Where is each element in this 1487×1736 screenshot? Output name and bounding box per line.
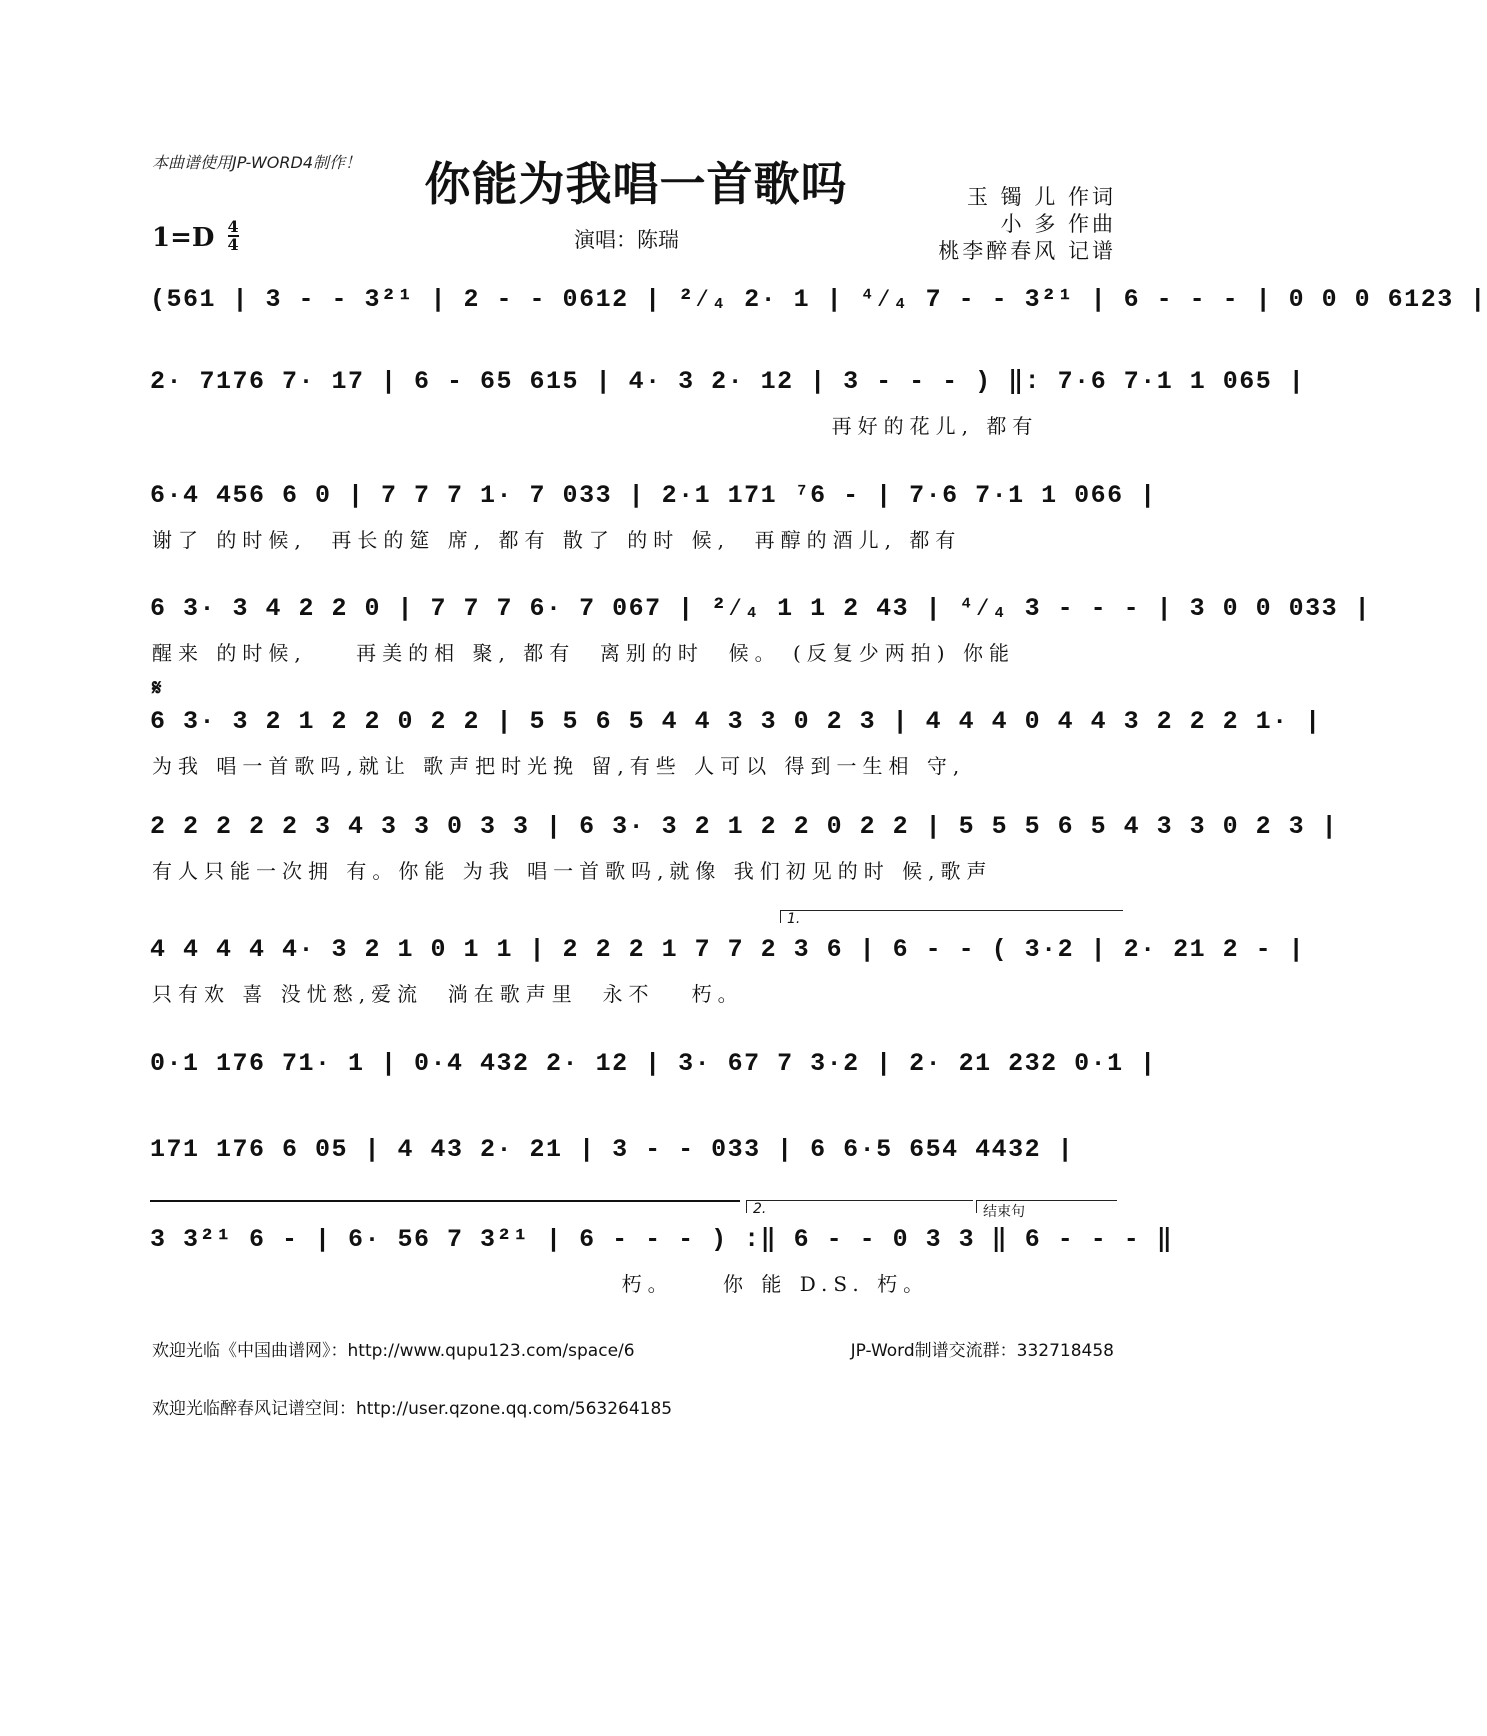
footer-qzone-link[interactable]: 欢迎光临醉春风记谱空间：http://user.qzone.qq.com/563264185 [152, 1399, 673, 1419]
notes: 4 4 4 4 4· 3 2 1 0 1 1 | 2 2 2 1 7 7 2 3 6 | 6 - - ( 3·2 | 2· 21 2 - | [150, 935, 1306, 964]
composer: 小 多 作曲 [1000, 212, 1116, 236]
notes: 171 176 6 05 | 4 43 2· 21 | 3 - - 033 | 6 6·5 654 4432 | [150, 1135, 1075, 1164]
transcriber: 桃李醉春风 记谱 [938, 239, 1116, 263]
time-top: 4 [227, 217, 239, 236]
footer-group: JP-Word制谱交流群：332718458 [850, 1341, 1114, 1361]
volta-1: 1. [780, 910, 1123, 923]
performer: 演唱：陈瑞 [574, 228, 679, 252]
time-bottom: 4 [227, 235, 239, 254]
bracket-line [150, 1200, 740, 1202]
lyricist: 玉 镯 儿 作词 [966, 185, 1116, 209]
lyrics: 谢了 的时候, 再长的筵 席, 都有 散了 的时 候, 再醇的酒儿, 都有 [152, 528, 962, 552]
lyrics: 醒来 的时候, 再美的相 聚, 都有 离别的时 候。 (反复少两拍) 你能 [152, 641, 1015, 665]
key-label: 1=D [152, 223, 215, 253]
credits [938, 184, 1116, 265]
notes: 6 3· 3 4 2 2 0 | 7 7 7 6· 7 067 | ²⁄₄ 1 1 2 43 | ⁴⁄₄ 3 - - - | 3 0 0 033 | [150, 594, 1372, 623]
time-signature [228, 219, 239, 253]
notes: 6·4 456 6 0 | 7 7 7 1· 7 033 | 2·1 171 ⁷6 - | 7·6 7·1 1 066 | [150, 481, 1157, 510]
key-signature [152, 217, 239, 256]
lyrics: 只有欢 喜 没忧愁,爱流 淌在歌声里 永不 朽。 [152, 982, 744, 1006]
footer-site-link[interactable]: 欢迎光临《中国曲谱网》：http://www.qupu123.com/space/6 [152, 1341, 635, 1361]
notes: (561 | 3 - - 3²¹ | 2 - - 0612 | ²⁄₄ 2· 1 | ⁴⁄₄ 7 - - 3²¹ | 6 - - - | 0 0 0 6123 | [150, 285, 1487, 314]
lyrics: 为我 唱一首歌吗,就让 歌声把时光挽 留,有些 人可以 得到一生相 守, [152, 754, 966, 778]
lyrics: 朽。 你 能 D.S. 朽。 [152, 1272, 930, 1296]
volta-2: 2. [746, 1200, 973, 1213]
notes: 6 3· 3 2 1 2 2 0 2 2 | 5 5 6 5 4 4 3 3 0 2 3 | 4 4 4 0 4 4 3 2 2 2 1· | [150, 707, 1322, 736]
notes: 2· 7176 7· 17 | 6 - 65 615 | 4· 3 2· 12 | 3 - - - ) ‖: 7·6 7·1 1 065 | [150, 367, 1306, 396]
notes: 0·1 176 71· 1 | 0·4 432 2· 12 | 3· 67 7 3·2 | 2· 21 232 0·1 | [150, 1049, 1157, 1078]
made-with-note: 本曲谱使用JP-WORD4制作！ [152, 153, 362, 172]
song-title: 你能为我唱一首歌吗 [424, 157, 848, 211]
segno-sign: 𝄋 [152, 676, 162, 701]
lyrics: 再好的花儿, 都有 [152, 414, 1039, 438]
notes: 2 2 2 2 2 3 4 3 3 0 3 3 | 6 3· 3 2 1 2 2 0 2 2 | 5 5 5 6 5 4 3 3 0 2 3 | [150, 812, 1339, 841]
ending-label: 结束句 [976, 1200, 1117, 1213]
notes: 3 3²¹ 6 - | 6· 56 7 3²¹ | 6 - - - ) :‖ 6 - - 0 3 3 ‖ 6 - - - ‖ [150, 1225, 1174, 1254]
lyrics: 有人只能一次拥 有。你能 为我 唱一首歌吗,就像 我们初见的时 候,歌声 [152, 859, 993, 883]
